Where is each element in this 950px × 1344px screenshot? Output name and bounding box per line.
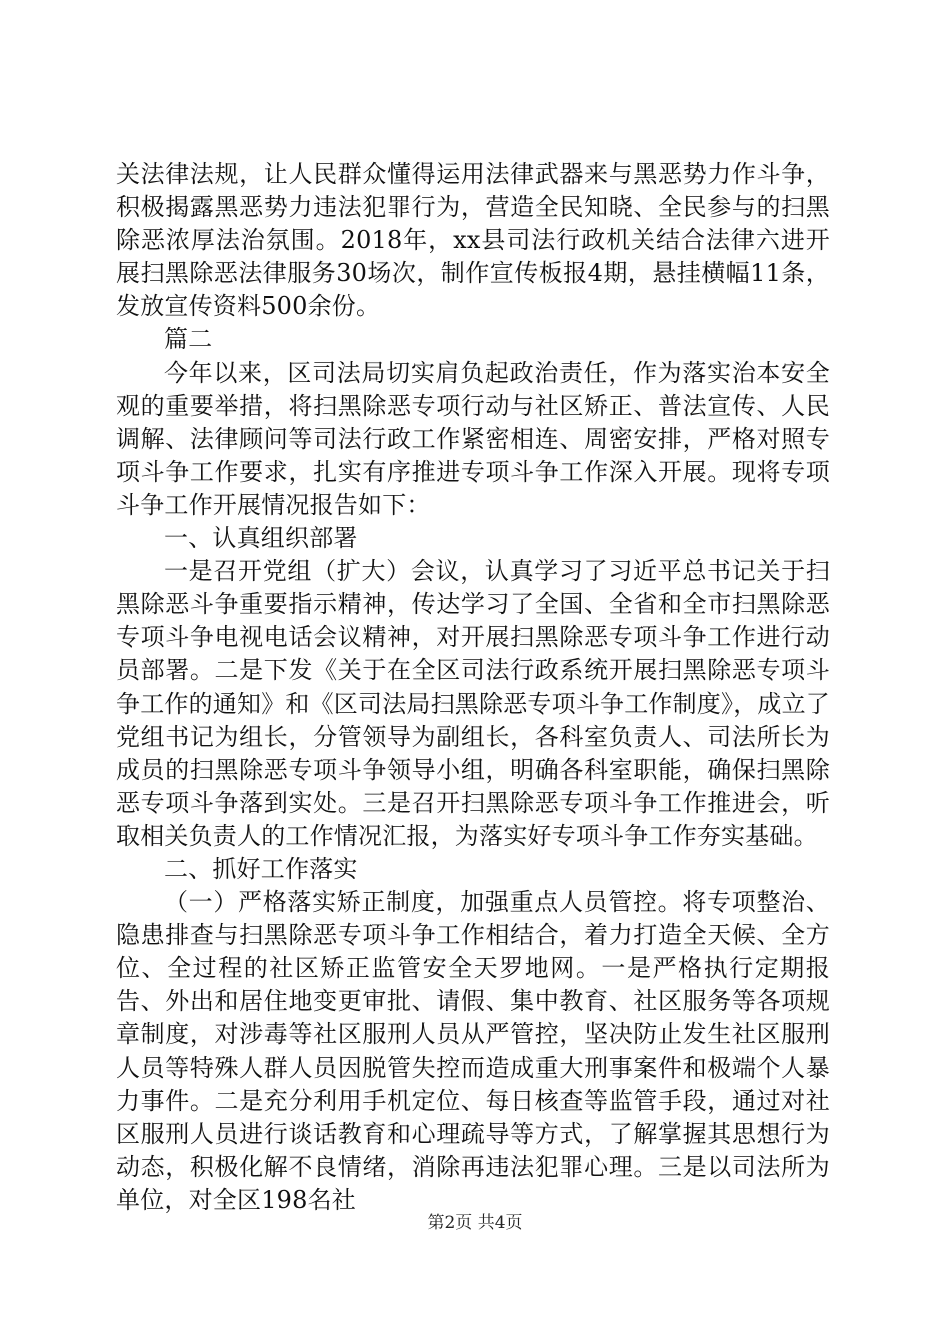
paragraph-implement: （一）严格落实矫正制度，加强重点人员管控。将专项整治、隐患排查与扫黑除恶专项斗争工作相结合，着力打造全天候、全方位、全过程的社区矫正监管安全天罗地网。一是严格执行定期报告、外出和居住地变更审批、请假、集中教育、社区服务等各项规章制度，对涉毒等社区服刑人员从严管控，坚决防止发生社区服刑人员等特殊人群人员因脱管失控而造成重大刑事案件和极端个人暴力事件。二是充分利用手机定位、每日核查等监管手段，通过对社区服刑人员进行谈话教育和心理疏导等方式，了解掌握其思想行为动态，积极化解不良情绪，消除再违法犯罪心理。三是以司法所为单位，对全区198名社: [116, 888, 830, 1214]
document-body: [116, 158, 830, 1217]
page-number-footer: 第2页 共4页: [427, 1213, 523, 1233]
paragraph-organize: 一是召开党组（扩大）会议，认真学习了习近平总书记关于扫黑除恶斗争重要指示精神，传达学习了全国、全省和全市扫黑除恶专项斗争电视电话会议精神，对开展扫黑除恶专项斗争工作进行动员部署。二是下发《关于在全区司法行政系统开展扫黑除恶专项斗争工作的通知》和《区司法局扫黑除恶专项斗争工作制度》，成立了党组书记为组长，分管领导为副组长，各科室负责人、司法所长为成员的扫黑除恶专项斗争领导小组，明确各科室职能，确保扫黑除恶专项斗争落到实处。三是召开扫黑除恶专项斗争工作推进会，听取相关负责人的工作情况汇报，为落实好专项斗争工作夯实基础。: [116, 557, 830, 850]
paragraph-continuation: 关法律法规，让人民群众懂得运用法律武器来与黑恶势力作斗争，积极揭露黑恶势力违法犯罪行为，营造全民知晓、全民参与的扫黑除恶浓厚法治氛围。2018年，xx县司法行政机关结合法律六进开展扫黑除恶法律服务30场次，制作宣传板报4期，悬挂横幅11条，发放宣传资料500余份。: [116, 160, 830, 321]
section-heading-part-two: 篇二: [164, 325, 213, 354]
paragraph-intro: 今年以来，区司法局切实肩负起政治责任，作为落实治本安全观的重要举措，将扫黑除恶专项行动与社区矫正、普法宣传、人民调解、法律顾问等司法行政工作紧密相连、周密安排，严格对照专项斗争工作要求，扎实有序推进专项斗争工作深入开展。现将专项斗争工作开展情况报告如下：: [116, 358, 830, 519]
section-heading-implement: 二、抓好工作落实: [164, 854, 358, 883]
section-heading-organize: 一、认真组织部署: [164, 524, 358, 553]
